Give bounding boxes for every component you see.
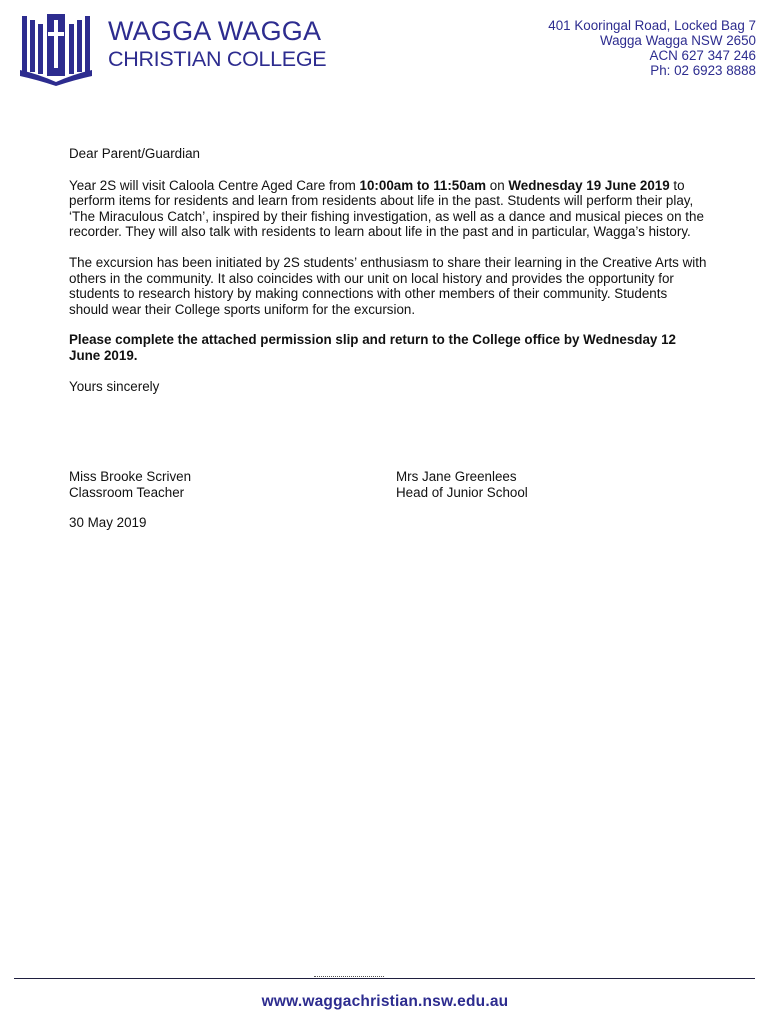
time-range: 10:00am to 11:50am <box>359 177 487 193</box>
text: to perform items for residents and learn from residents about life in the past. Students will perform their play, ‘The Miraculous Catch’, inspired by their fishing investigation, as well as a dance and musical pieces on the recorder. They will also talk with residents to learn about life in the past and in particular, Wagga’s history. <box>69 177 704 240</box>
college-name-line2: CHRISTIAN COLLEGE <box>108 47 327 71</box>
college-logo <box>20 12 92 86</box>
letter-body <box>69 146 709 394</box>
website-link[interactable]: www.waggachristian.nsw.edu.au <box>261 993 509 1010</box>
paragraph-permission-request <box>69 332 709 363</box>
text: on <box>486 177 509 193</box>
signatory-name: Miss Brooke Scriven <box>69 469 192 484</box>
text: Year 2S will visit Caloola Centre Aged Care from <box>69 177 360 193</box>
college-name-line1: WAGGA WAGGA <box>108 16 322 46</box>
address-line: Wagga Wagga NSW 2650 <box>599 33 756 48</box>
address-line: ACN 627 347 246 <box>649 48 756 63</box>
address-line: 401 Kooringal Road, Locked Bag 7 <box>548 18 756 33</box>
permission-text: Please complete the attached permission slip and return to the College office by Wednesday 12 June 2019. <box>69 332 676 363</box>
letter-date: 30 May 2019 <box>69 515 147 530</box>
signatory-head <box>396 469 528 500</box>
signatory-title: Classroom Teacher <box>69 484 185 500</box>
signatory-title: Head of Junior School <box>396 484 528 500</box>
signatory-teacher <box>69 469 191 500</box>
divider-dots <box>314 976 384 978</box>
paragraph-excursion-details <box>69 178 709 240</box>
address-line: Ph: 02 6923 8888 <box>650 63 756 78</box>
paragraph-purpose: The excursion has been initiated by 2S students’ enthusiasm to share their learning in the Creative Arts with others in the community. It also coincides with our unit on local history and provides the opportunity for students to research history by making connections with other members of their community. Students should wear their College sports uniform for the excursion. <box>69 254 707 317</box>
closing: Yours sincerely <box>69 378 160 394</box>
footer-divider <box>14 978 755 979</box>
signatory-name: Mrs Jane Greenlees <box>396 469 517 484</box>
book-cross-logo-icon <box>20 12 92 86</box>
college-name <box>108 18 326 71</box>
salutation: Dear Parent/Guardian <box>69 146 201 161</box>
excursion-date: Wednesday 19 June 2019 <box>508 177 670 193</box>
college-address <box>548 18 756 78</box>
